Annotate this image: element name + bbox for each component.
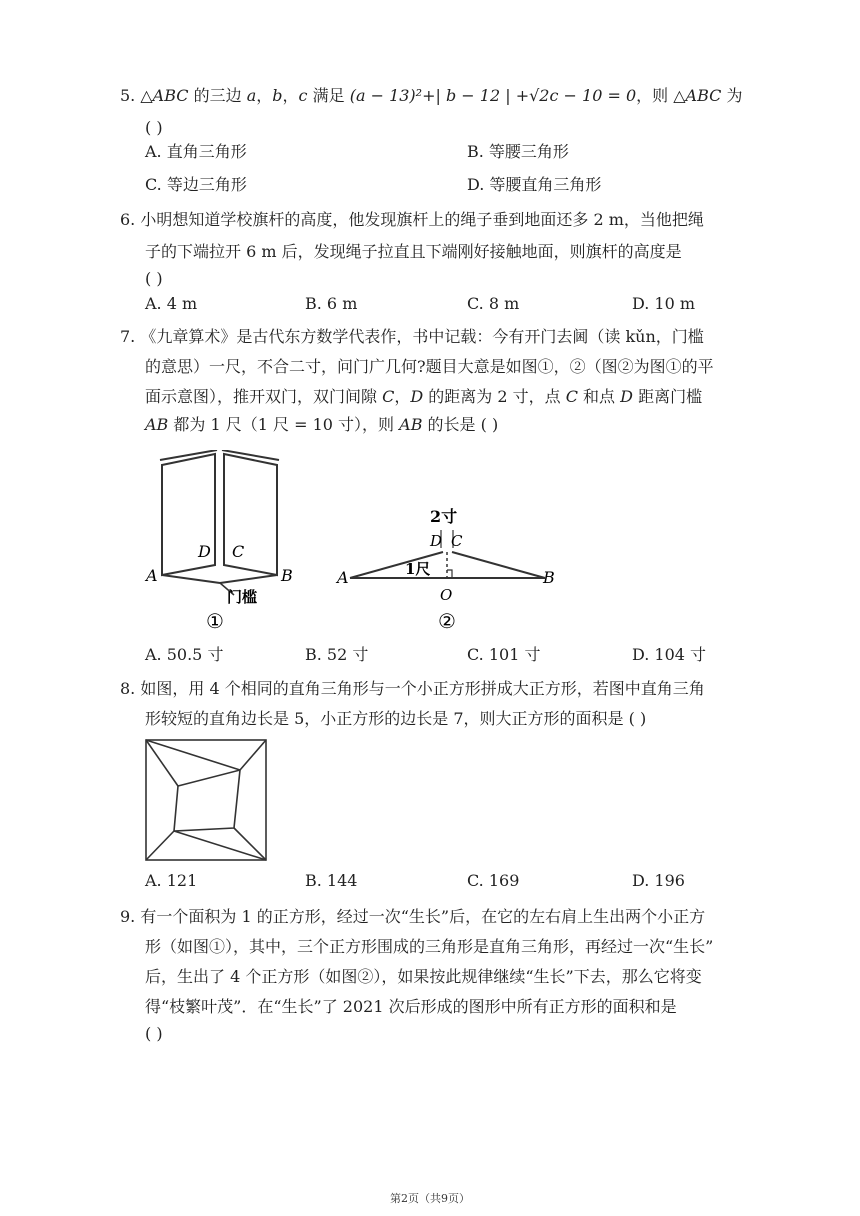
q5-text: 的三边 bbox=[188, 86, 247, 105]
fig1-label-a: A bbox=[146, 566, 158, 585]
q7-text: 和点 bbox=[577, 387, 621, 406]
q9-line1: 9. 有一个面积为 1 的正方形，经过一次“生长”后，在它的左右肩上生出两个小正方 bbox=[120, 907, 706, 926]
q6-line2: 子的下端拉开 6 m 后，发现绳子拉直且下端刚好接触地面，则旗杆的高度是 bbox=[145, 242, 682, 261]
q8-option-d[interactable]: D. 196 bbox=[632, 871, 685, 890]
q9-line4: 得“枝繁叶茂”．在“生长”了 2021 次后形成的图形中所有正方形的面积和是 bbox=[145, 997, 677, 1016]
q5-option-c[interactable]: C. 等边三角形 bbox=[145, 175, 247, 194]
q6-answer-paren: ( ) bbox=[145, 269, 163, 288]
point-d: D bbox=[620, 387, 633, 406]
var-c: c bbox=[298, 86, 308, 105]
segment-cb bbox=[452, 552, 545, 578]
triangle-edge-top-right bbox=[240, 740, 266, 770]
point-c: C bbox=[565, 387, 578, 406]
q6-option-c[interactable]: C. 8 m bbox=[467, 294, 520, 313]
fig1-number: ① bbox=[206, 609, 224, 633]
point-d: D bbox=[410, 387, 424, 406]
q6-option-d[interactable]: D. 10 m bbox=[632, 294, 696, 313]
fig2-label-d: D bbox=[430, 532, 443, 550]
q8-option-b[interactable]: B. 144 bbox=[305, 871, 358, 890]
fig2-label-c: C bbox=[451, 532, 463, 550]
comma: ， bbox=[256, 86, 273, 105]
q5-answer-paren: ( ) bbox=[145, 118, 163, 137]
triangle-name: ABC bbox=[685, 86, 722, 105]
square-figure bbox=[144, 738, 268, 864]
q5-option-a[interactable]: A. 直角三角形 bbox=[145, 142, 247, 161]
q8-option-a[interactable]: A. 121 bbox=[145, 871, 198, 890]
door-figure-1 bbox=[140, 450, 300, 640]
q8-line2: 形较短的直角边长是 5，小正方形的边长是 7，则大正方形的面积是 ( ) bbox=[145, 709, 647, 728]
q5-text: 为 bbox=[721, 86, 743, 105]
q7-text: 面示意图），推开双门，双门间隙 bbox=[145, 387, 383, 406]
triangle-edge-bottom bbox=[146, 831, 174, 860]
comma: ， bbox=[282, 86, 299, 105]
var-b: b bbox=[272, 86, 283, 105]
q5-formula: (a − 13)²+| b − 12 | +√2c − 10 = 0 bbox=[349, 86, 637, 105]
threshold-left bbox=[162, 575, 220, 583]
q9-line2: 形（如图①），其中，三个正方形围成的三角形是直角三角形，再经过一次“生长” bbox=[145, 937, 714, 956]
triangle-edge-top bbox=[146, 740, 240, 770]
q8-option-c[interactable]: C. 169 bbox=[467, 871, 520, 890]
q5-option-b[interactable]: B. 等腰三角形 bbox=[467, 142, 569, 161]
q9-line3: 后，生出了 4 个正方形（如图②），如果按此规律继续“生长”下去，那么它将变 bbox=[145, 967, 702, 986]
var-a: a bbox=[246, 86, 257, 105]
q5-line1 bbox=[120, 85, 743, 107]
q7-line1: 7. 《九章算术》是古代东方数学代表作，书中记载：今有开门去阃（读 kǔn，门槛 bbox=[120, 327, 704, 346]
threshold-right bbox=[220, 575, 277, 583]
q5-text: ，则 △ bbox=[636, 86, 686, 105]
segment-ab: AB bbox=[145, 415, 169, 434]
q7-option-a[interactable]: A. 50.5 寸 bbox=[145, 645, 224, 664]
q7-text: 的距离为 2 寸，点 bbox=[423, 387, 566, 406]
fig1-label-b: B bbox=[281, 566, 293, 585]
fig2-label-top: 2寸 bbox=[430, 507, 458, 526]
q9-answer-paren: ( ) bbox=[145, 1024, 163, 1043]
q7-text: ， bbox=[394, 387, 411, 406]
fig1-label-d: D bbox=[198, 542, 211, 561]
q7-text: 的长是 ( ) bbox=[422, 415, 499, 434]
fig2-label-b: B bbox=[543, 568, 555, 587]
q6-option-a[interactable]: A. 4 m bbox=[145, 294, 198, 313]
triangle-name: ABC bbox=[152, 86, 189, 105]
q7-line4 bbox=[145, 414, 498, 436]
page-footer: 第2页（共9页） bbox=[390, 1192, 470, 1205]
fig2-label-left: 1尺 bbox=[405, 560, 431, 578]
q6-option-b[interactable]: B. 6 m bbox=[305, 294, 358, 313]
inner-square bbox=[174, 770, 240, 831]
q6-line1: 6. 小明想知道学校旗杆的高度，他发现旗杆上的绳子垂到地面还多 2 m，当他把绳 bbox=[120, 210, 704, 229]
fig2-number: ② bbox=[438, 609, 456, 633]
triangle-symbol: △ bbox=[140, 86, 153, 105]
segment-ab: AB bbox=[399, 415, 423, 434]
q8-line1: 8. 如图，用 4 个相同的直角三角形与一个小正方形拼成大正方形，若图中直角三角 bbox=[120, 679, 705, 698]
q5-number: 5. bbox=[120, 86, 136, 105]
q7-line2: 的意思）一尺，不合二寸，问门广几何?题目大意是如图①，②（图②为图①的平 bbox=[145, 357, 714, 376]
q7-line3 bbox=[145, 386, 702, 408]
fig2-label-o: O bbox=[440, 586, 453, 604]
q7-option-d[interactable]: D. 104 寸 bbox=[632, 645, 707, 664]
triangle-edge-left bbox=[146, 740, 178, 786]
q5-option-d[interactable]: D. 等腰直角三角形 bbox=[467, 175, 602, 194]
q7-option-c[interactable]: C. 101 寸 bbox=[467, 645, 541, 664]
q7-text: 都为 1 尺（1 尺 = 10 寸），则 bbox=[168, 415, 400, 434]
fig1-label-c: C bbox=[232, 542, 245, 561]
fig2-label-a: A bbox=[337, 568, 349, 587]
door-figure-2 bbox=[335, 500, 565, 640]
point-c: C bbox=[382, 387, 395, 406]
q7-text: 距离门槛 bbox=[632, 387, 703, 406]
fig1-threshold-label: 门槛 bbox=[227, 588, 258, 606]
q7-option-b[interactable]: B. 52 寸 bbox=[305, 645, 369, 664]
q5-text: 满足 bbox=[307, 86, 350, 105]
